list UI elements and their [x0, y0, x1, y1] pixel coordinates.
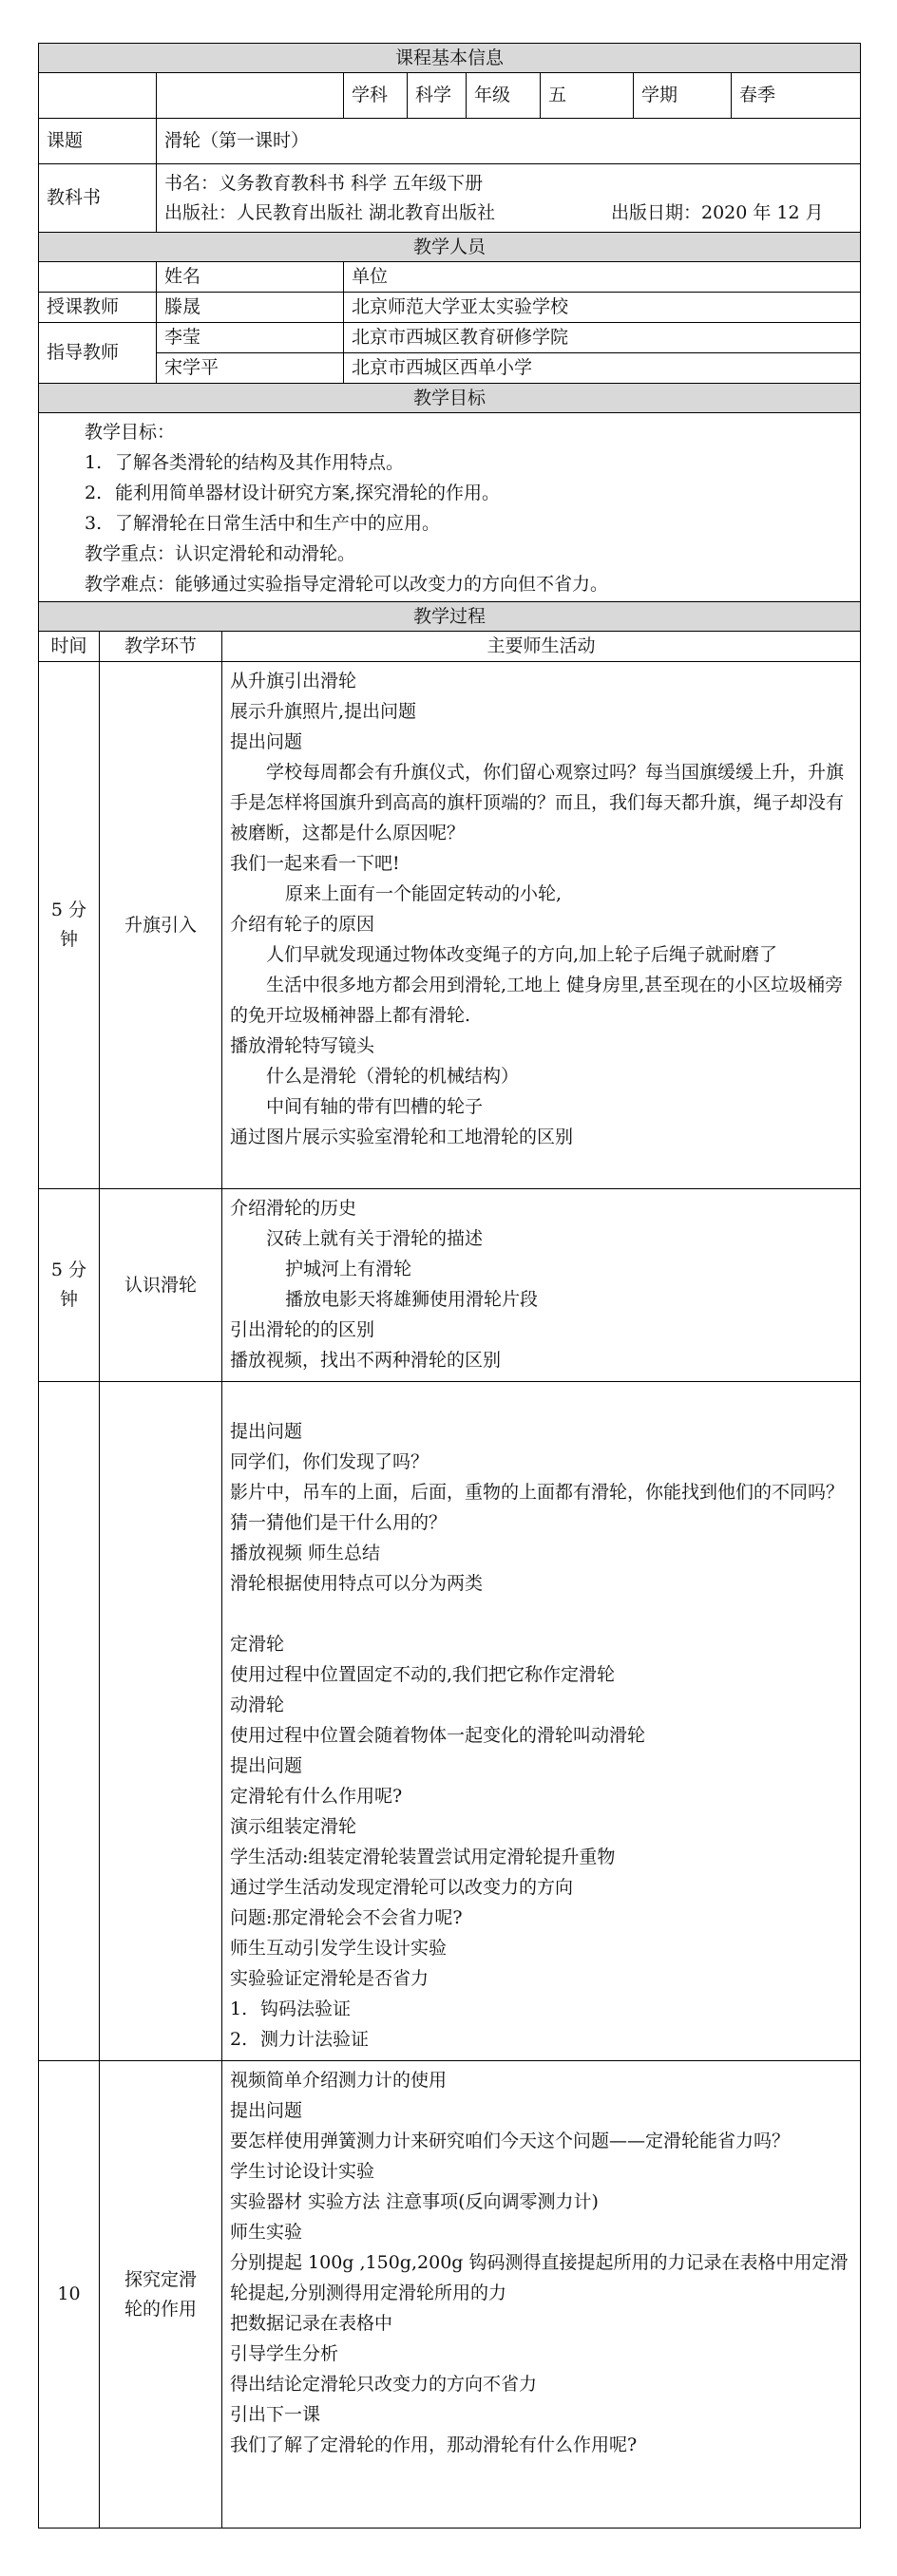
section-staff: 教学人员 — [39, 233, 861, 262]
activity-cell: 视频简单介绍测力计的使用 提出问题 要怎样使用弹簧测力计来研究咱们今天这个问题——定滑轮能省力吗？ 学生讨论设计实验 实验器材 实验方法 注意事项(反向调零测力计) 师生实验 分别提起 100g ,150g,200g 钩码测得直接提起所用的力记录在表格中用定滑轮提起,分别测得用定滑轮所用的力 把数据记录在表格中 引导学生分析 得出结论定滑轮只改变力的方向不省力 引出下一课 我们了解了定滑轮的作用，那动滑轮有什么作用呢? — [222, 2061, 861, 2529]
textbook-info — [157, 164, 861, 233]
section-basic-info: 课程基本信息 — [39, 44, 861, 73]
textbook-label: 教科书 — [39, 164, 157, 233]
textbook-name: 书名：义务教育教科书 科学 五年级下册 — [164, 172, 484, 194]
topic-value: 滑轮（第一课时） — [157, 119, 861, 164]
objectives-body — [39, 413, 861, 602]
blank-cell — [39, 73, 157, 119]
objectives-heading: 教学目标： — [85, 422, 176, 443]
objective-item: 1. 了解各类滑轮的结构及其作用特点。 — [85, 452, 405, 473]
subject-label: 学科 — [344, 73, 408, 119]
teach-name: 滕晟 — [157, 293, 344, 323]
guide2-name: 宋学平 — [157, 353, 344, 384]
teach-role: 授课教师 — [39, 293, 157, 323]
objective-item: 2. 能利用简单器材设计研究方案,探究滑轮的作用。 — [85, 483, 501, 503]
blank-cell — [39, 262, 157, 293]
time-cell: 10 — [39, 2061, 100, 2529]
guide1-name: 李莹 — [157, 323, 344, 353]
blank-cell — [157, 73, 344, 119]
grade-value: 五 — [541, 73, 634, 119]
stage-cell — [100, 1382, 222, 2061]
textbook-publisher: 出版社：人民教育出版社 湖北教育出版社 — [164, 201, 496, 223]
key-point: 教学重点：认识定滑轮和动滑轮。 — [85, 543, 356, 564]
topic-label: 课题 — [39, 119, 157, 164]
guide-role: 指导教师 — [39, 323, 157, 384]
time-cell: 5 分 钟 — [39, 662, 100, 1189]
col-stage-header: 教学环节 — [100, 632, 222, 662]
activity-cell: 从升旗引出滑轮 展示升旗照片,提出问题 提出问题 学校每周都会有升旗仪式，你们留心观察过吗？每当国旗缓缓上升，升旗手是怎样将国旗升到高高的旗杆顶端的？而且，我们每天都升旗，绳子却没有被磨断，这都是什么原因呢？ 我们一起来看一下吧! 原来上面有一个能固定转动的小轮, 介绍有轮子的原因 人们早就发现通过物体改变绳子的方向,加上轮子后绳子就耐磨了 生活中很多地方都会用到滑轮,工地上 健身房里,甚至现在的小区垃圾桶旁的免开垃圾桶神器上都有滑轮. 播放滑轮特写镜头 什么是滑轮（滑轮的机械结构） 中间有轴的带有凹槽的轮子 通过图片展示实验室滑轮和工地滑轮的区别 — [222, 662, 861, 1189]
activity-cell: 提出问题 同学们，你们发现了吗？ 影片中，吊车的上面，后面，重物的上面都有滑轮，你能找到他们的不同吗？猜一猜他们是干什么用的？ 播放视频 师生总结 滑轮根据使用特点可以分为两类 定滑轮 使用过程中位置固定不动的,我们把它称作定滑轮 动滑轮 使用过程中位置会随着物体一起变化的滑轮叫动滑轮 提出问题 定滑轮有什么作用呢? 演示组装定滑轮 学生活动:组装定滑轮装置尝试用定滑轮提升重物 通过学生活动发现定滑轮可以改变力的方向 问题:那定滑轮会不会省力呢? 师生互动引发学生设计实验 实验验证定滑轮是否省力 1. 钩码法验证 2. 测力计法验证 — [222, 1382, 861, 2061]
difficulty: 教学难点：能够通过实验指导定滑轮可以改变力的方向但不省力。 — [85, 574, 609, 595]
col-activity-header: 主要师生活动 — [222, 632, 861, 662]
teach-unit: 北京师范大学亚太实验学校 — [344, 293, 861, 323]
guide1-unit: 北京市西城区教育研修学院 — [344, 323, 861, 353]
name-header: 姓名 — [157, 262, 344, 293]
guide2-unit: 北京市西城区西单小学 — [344, 353, 861, 384]
textbook-publish-line — [164, 199, 852, 228]
subject-value: 科学 — [408, 73, 467, 119]
stage-cell: 探究定滑 轮的作用 — [100, 2061, 222, 2529]
section-objectives: 教学目标 — [39, 384, 861, 413]
lesson-plan-table — [38, 43, 861, 2529]
textbook-date: 出版日期：2020 年 12 月 — [611, 201, 824, 223]
activity-cell: 介绍滑轮的历史 汉砖上就有关于滑轮的描述 护城河上有滑轮 播放电影天将雄狮使用滑轮片段 引出滑轮的的区别 播放视频，找出不两种滑轮的区别 — [222, 1189, 861, 1382]
term-label: 学期 — [634, 73, 732, 119]
section-process: 教学过程 — [39, 602, 861, 632]
time-cell — [39, 1382, 100, 2061]
stage-cell: 升旗引入 — [100, 662, 222, 1189]
col-time-header: 时间 — [39, 632, 100, 662]
time-cell: 5 分 钟 — [39, 1189, 100, 1382]
grade-label: 年级 — [467, 73, 541, 119]
term-value: 春季 — [732, 73, 861, 119]
stage-cell: 认识滑轮 — [100, 1189, 222, 1382]
unit-header: 单位 — [344, 262, 861, 293]
objective-item: 3. 了解滑轮在日常生活中和生产中的应用。 — [85, 513, 441, 534]
